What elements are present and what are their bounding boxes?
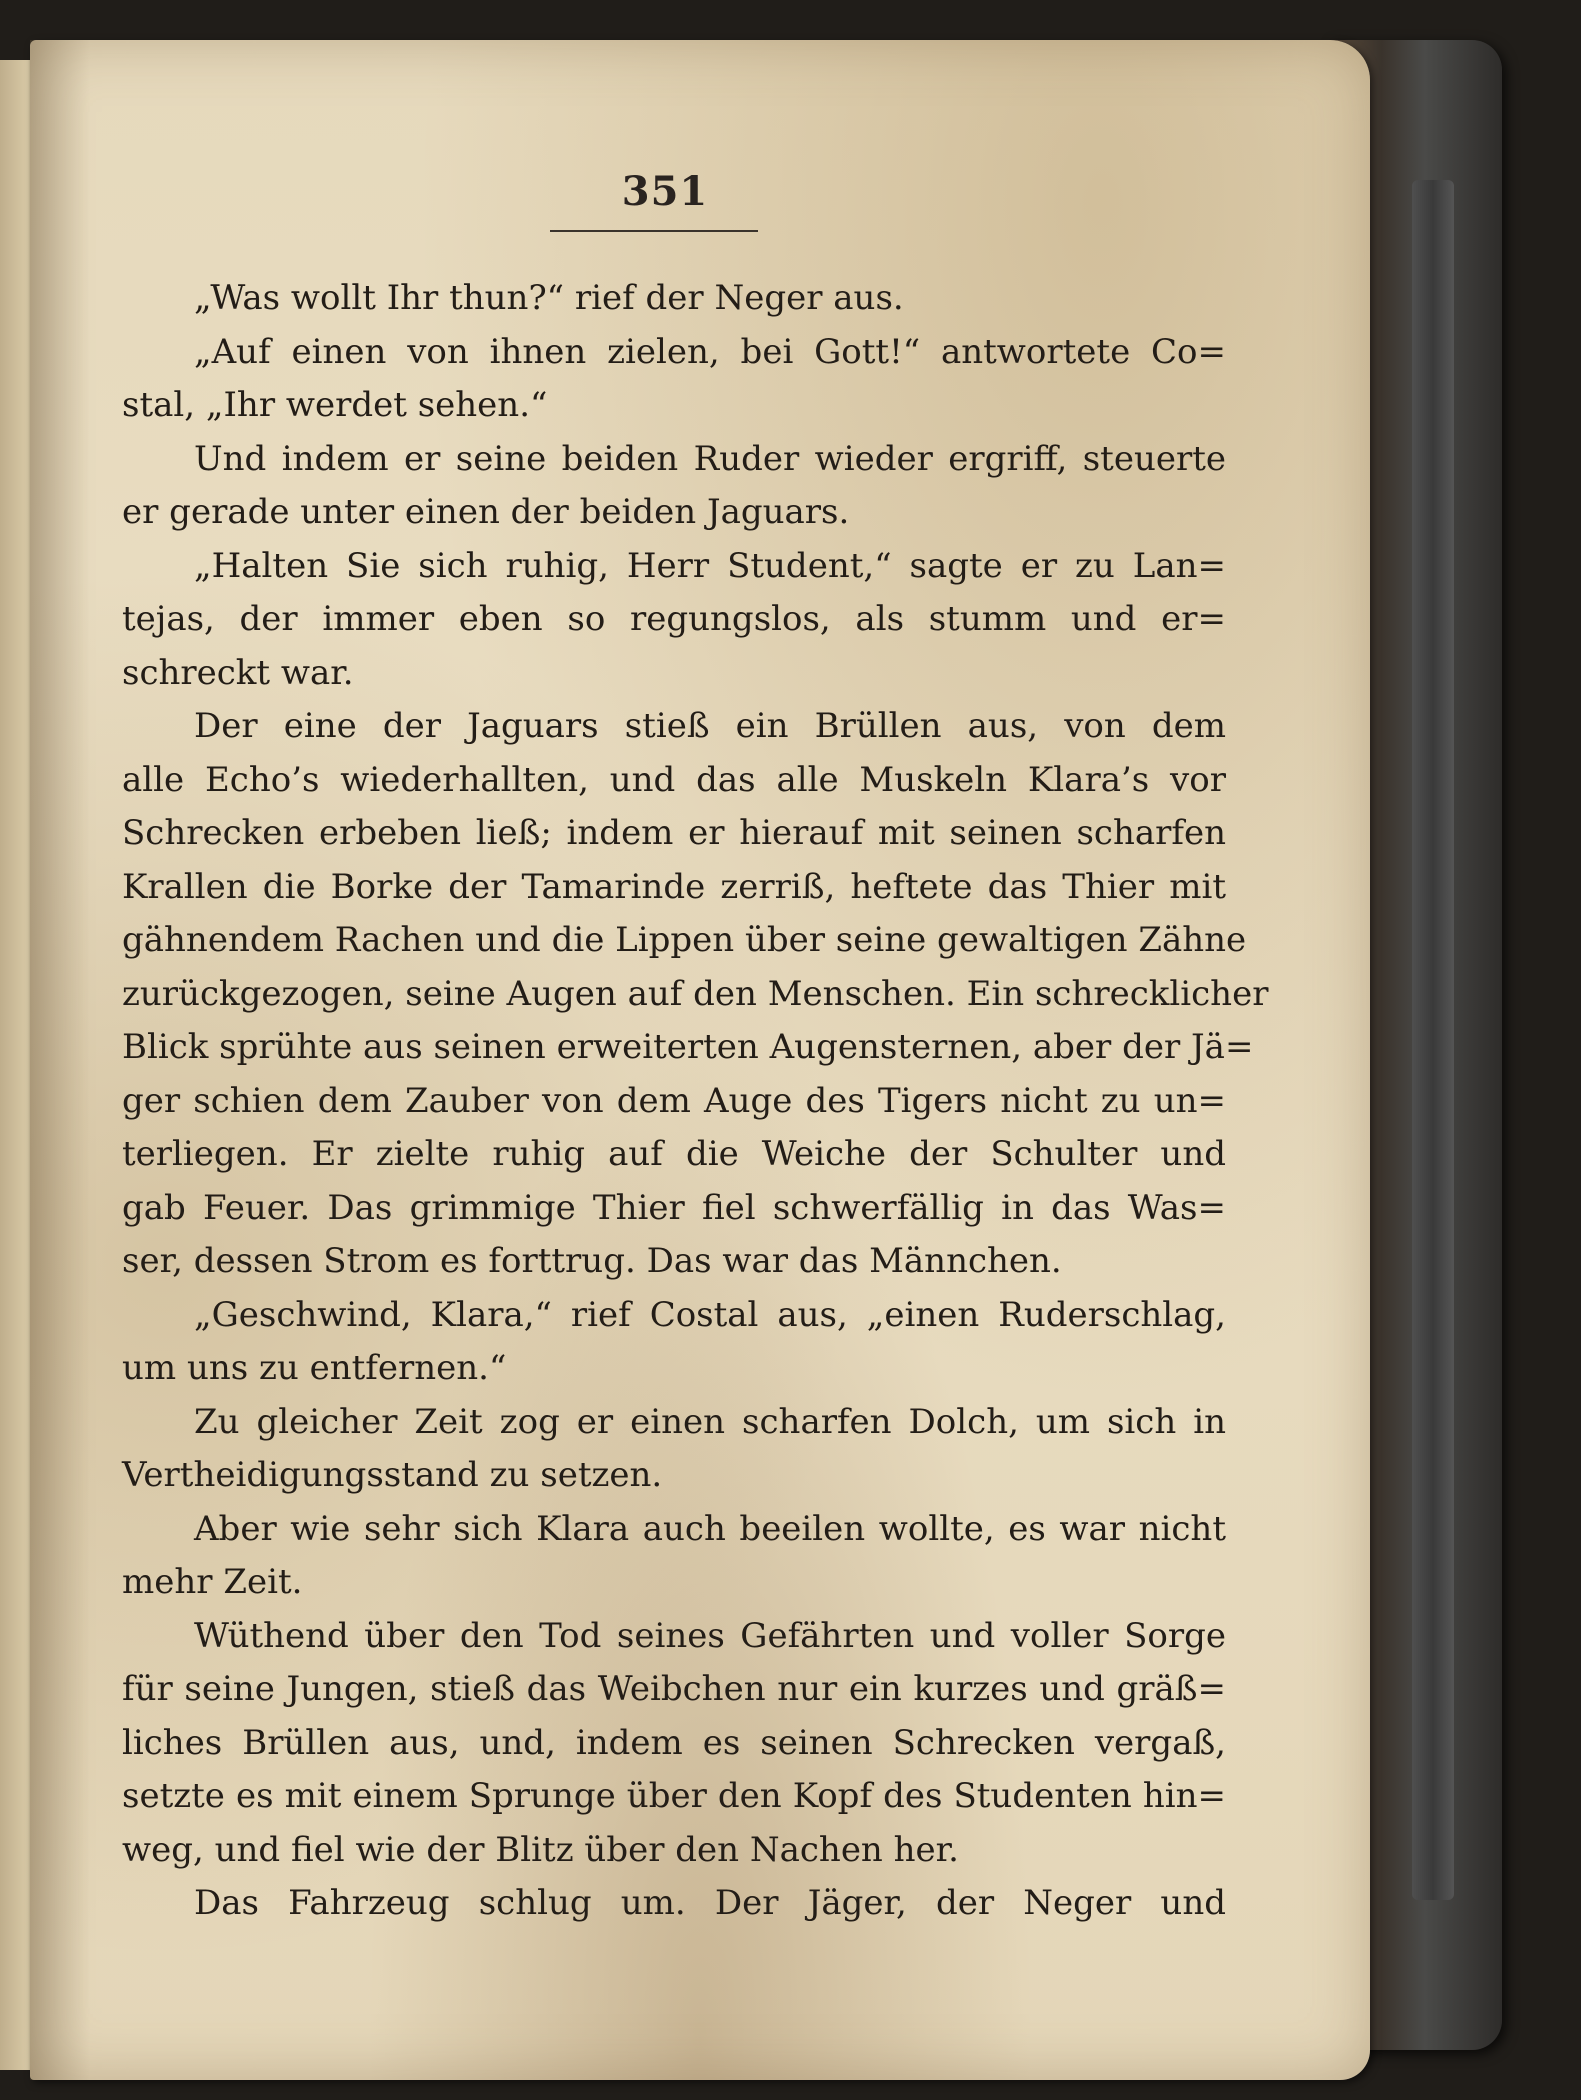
text-line: „Auf einen von ihnen zielen, bei Gott!“ antwortete Co= <box>194 331 1226 372</box>
text-line: „Halten Sie sich ruhig, Herr Student,“ sagte er zu Lan= <box>194 545 1226 586</box>
text-line: Aber wie sehr sich Klara auch beeilen wollte, es war nicht <box>194 1508 1226 1549</box>
text-line: Der eine der Jaguars stieß ein Brüllen aus, von dem <box>194 706 1226 746</box>
text-line: Krallen die Borke der Tamarinde zerriß, heftete das Thier mit <box>122 866 1226 907</box>
text-line: terliegen. Er zielte ruhig auf die Weiche der Schulter und <box>122 1134 1226 1174</box>
text-line: Und indem er seine beiden Ruder wieder ergriff, steuerte <box>194 438 1226 479</box>
book-page <box>30 40 1370 2080</box>
text-line: tejas, der immer eben so regungslos, als stumm und er= <box>122 599 1226 639</box>
text-line: um uns zu entfernen.“ <box>122 1348 507 1388</box>
text-line: für seine Jungen, stieß das Weibchen nur ein kurzes und gräß= <box>122 1669 1226 1709</box>
page-number: 351 <box>621 168 709 215</box>
page-gutter-shadow <box>30 40 90 2080</box>
text-line: Vertheidigungsstand zu setzen. <box>122 1455 663 1495</box>
text-line: er gerade unter einen der beiden Jaguars. <box>122 492 850 532</box>
text-line: Schrecken erbeben ließ; indem er hierauf mit seinen scharfen <box>122 813 1226 853</box>
text-line: schreckt war. <box>122 652 354 693</box>
page-header <box>550 128 780 228</box>
text-line: weg, und fiel wie der Blitz über den Nachen her. <box>122 1829 959 1870</box>
text-line: Das Fahrzeug schlug um. Der Jäger, der Neger und <box>194 1883 1226 1923</box>
text-line: stal, „Ihr werdet sehen.“ <box>122 385 548 425</box>
text-line: gähnendem Rachen und die Lippen über seine gewaltigen Zähne <box>122 920 1247 960</box>
text-line: Wüthend über den Tod seines Gefährten und voller Sorge <box>194 1615 1226 1656</box>
text-line: Blick sprühte aus seinen erweiterten Augensternen, aber der Jä= <box>122 1027 1254 1067</box>
book-spine <box>1412 180 1454 1900</box>
text-line: zurückgezogen, seine Augen auf den Menschen. Ein schrecklicher <box>122 973 1269 1014</box>
text-line: mehr Zeit. <box>122 1562 303 1602</box>
text-line: „Was wollt Ihr thun?“ rief der Neger aus. <box>194 278 904 318</box>
text-line: ser, dessen Strom es forttrug. Das war das Männchen. <box>122 1241 1062 1281</box>
header-rule <box>550 230 758 232</box>
text-line: ger schien dem Zauber von dem Auge des Tigers nicht zu un= <box>122 1080 1226 1121</box>
text-line: Zu gleicher Zeit zog er einen scharfen Dolch, um sich in <box>194 1401 1226 1442</box>
text-line: gab Feuer. Das grimmige Thier fiel schwerfällig in das Was= <box>122 1187 1226 1228</box>
text-line: alle Echo’s wiederhallten, und das alle Muskeln Klara’s vor <box>122 759 1226 800</box>
text-line: setzte es mit einem Sprunge über den Kopf des Studenten hin= <box>122 1776 1226 1816</box>
body-text <box>122 272 1269 1931</box>
text-line: „Geschwind, Klara,“ rief Costal aus, „einen Ruderschlag, <box>194 1294 1226 1335</box>
text-line: liches Brüllen aus, und, indem es seinen Schrecken vergaß, <box>122 1722 1226 1763</box>
